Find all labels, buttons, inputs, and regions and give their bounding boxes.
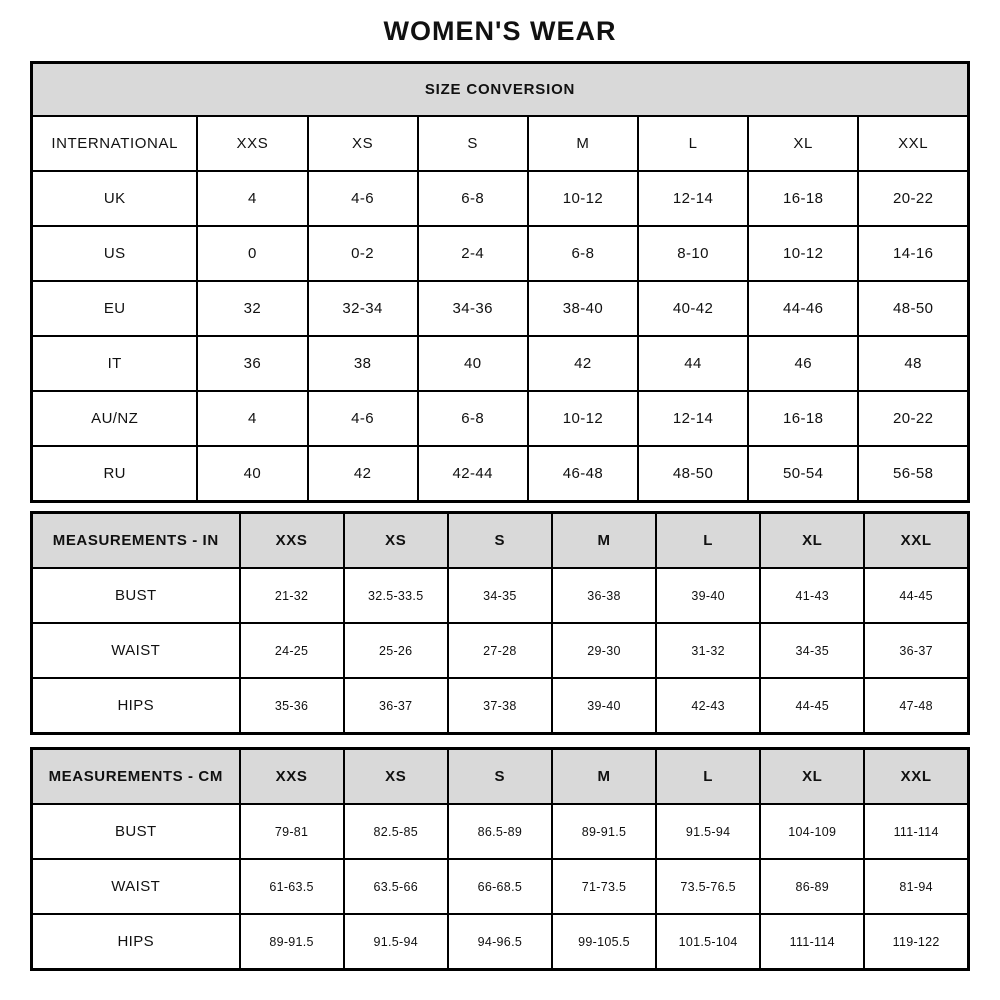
value-cell: 0: [197, 226, 307, 281]
measurements-cm-table: [30, 747, 970, 971]
measurements-in-table: [30, 511, 970, 735]
value-cell: 111-114: [760, 914, 864, 970]
column-header-xxs: XXS: [197, 116, 307, 171]
value-cell: 50-54: [748, 446, 858, 502]
value-cell: 44-45: [760, 678, 864, 734]
value-cell: 40: [418, 336, 528, 391]
value-cell: 6-8: [528, 226, 638, 281]
value-cell: 44-45: [864, 568, 968, 623]
row-label: WAIST: [32, 623, 240, 678]
value-cell: 10-12: [748, 226, 858, 281]
value-cell: 38-40: [528, 281, 638, 336]
value-cell: 4: [197, 171, 307, 226]
size-conversion-span-header: SIZE CONVERSION: [32, 63, 969, 117]
value-cell: 2-4: [418, 226, 528, 281]
column-header-m: M: [552, 749, 656, 805]
size-conversion-column-header-row: [32, 116, 969, 171]
value-cell: 36-37: [864, 623, 968, 678]
value-cell: 38: [308, 336, 418, 391]
value-cell: 91.5-94: [344, 914, 448, 970]
value-cell: 40: [197, 446, 307, 502]
column-header-xs: XS: [344, 749, 448, 805]
value-cell: 42: [528, 336, 638, 391]
row-label: HIPS: [32, 914, 240, 970]
value-cell: 34-35: [448, 568, 552, 623]
value-cell: 36: [197, 336, 307, 391]
value-cell: 42: [308, 446, 418, 502]
value-cell: 86-89: [760, 859, 864, 914]
value-cell: 79-81: [240, 804, 344, 859]
size-conversion-span-header-row: [32, 63, 969, 117]
table-row: [32, 391, 969, 446]
column-header-xxl: XXL: [858, 116, 968, 171]
value-cell: 94-96.5: [448, 914, 552, 970]
value-cell: 21-32: [240, 568, 344, 623]
value-cell: 89-91.5: [240, 914, 344, 970]
value-cell: 6-8: [418, 171, 528, 226]
value-cell: 56-58: [858, 446, 968, 502]
column-header-s: S: [448, 749, 552, 805]
value-cell: 44-46: [748, 281, 858, 336]
column-header-xxs: XXS: [240, 513, 344, 569]
row-label: US: [32, 226, 198, 281]
value-cell: 71-73.5: [552, 859, 656, 914]
value-cell: 6-8: [418, 391, 528, 446]
value-cell: 32.5-33.5: [344, 568, 448, 623]
column-header-l: L: [656, 513, 760, 569]
value-cell: 61-63.5: [240, 859, 344, 914]
value-cell: 99-105.5: [552, 914, 656, 970]
column-header-xl: XL: [748, 116, 858, 171]
value-cell: 32: [197, 281, 307, 336]
row-label: UK: [32, 171, 198, 226]
value-cell: 12-14: [638, 171, 748, 226]
value-cell: 63.5-66: [344, 859, 448, 914]
row-label: IT: [32, 336, 198, 391]
table-row: [32, 336, 969, 391]
table-row: [32, 226, 969, 281]
value-cell: 16-18: [748, 171, 858, 226]
value-cell: 8-10: [638, 226, 748, 281]
value-cell: 104-109: [760, 804, 864, 859]
value-cell: 34-35: [760, 623, 864, 678]
value-cell: 34-36: [418, 281, 528, 336]
size-conversion-corner-header: INTERNATIONAL: [32, 116, 198, 171]
row-label: HIPS: [32, 678, 240, 734]
value-cell: 4: [197, 391, 307, 446]
value-cell: 36-38: [552, 568, 656, 623]
page-title: WOMEN'S WEAR: [383, 16, 617, 46]
measurements-cm-column-header-row: [32, 749, 969, 805]
value-cell: 39-40: [552, 678, 656, 734]
value-cell: 42-43: [656, 678, 760, 734]
column-header-xl: XL: [760, 513, 864, 569]
value-cell: 46: [748, 336, 858, 391]
value-cell: 89-91.5: [552, 804, 656, 859]
value-cell: 4-6: [308, 391, 418, 446]
column-header-s: S: [448, 513, 552, 569]
value-cell: 16-18: [748, 391, 858, 446]
value-cell: 27-28: [448, 623, 552, 678]
measurements-in-corner-header: MEASUREMENTS - IN: [32, 513, 240, 569]
size-conversion-table: [30, 61, 970, 503]
measurements-in-column-header-row: [32, 513, 969, 569]
size-chart-page: [30, 0, 970, 971]
value-cell: 36-37: [344, 678, 448, 734]
value-cell: 47-48: [864, 678, 968, 734]
row-label: EU: [32, 281, 198, 336]
value-cell: 14-16: [858, 226, 968, 281]
value-cell: 42-44: [418, 446, 528, 502]
table-row: [32, 623, 969, 678]
value-cell: 86.5-89: [448, 804, 552, 859]
value-cell: 29-30: [552, 623, 656, 678]
value-cell: 0-2: [308, 226, 418, 281]
value-cell: 37-38: [448, 678, 552, 734]
value-cell: 25-26: [344, 623, 448, 678]
value-cell: 48-50: [638, 446, 748, 502]
value-cell: 20-22: [858, 391, 968, 446]
value-cell: 82.5-85: [344, 804, 448, 859]
column-header-xl: XL: [760, 749, 864, 805]
value-cell: 4-6: [308, 171, 418, 226]
value-cell: 41-43: [760, 568, 864, 623]
value-cell: 32-34: [308, 281, 418, 336]
value-cell: 31-32: [656, 623, 760, 678]
measurements-cm-corner-header: MEASUREMENTS - CM: [32, 749, 240, 805]
row-label: WAIST: [32, 859, 240, 914]
value-cell: 10-12: [528, 171, 638, 226]
tables-container: [30, 61, 970, 971]
value-cell: 119-122: [864, 914, 968, 970]
column-header-xs: XS: [344, 513, 448, 569]
value-cell: 101.5-104: [656, 914, 760, 970]
table-row: [32, 914, 969, 970]
row-label: RU: [32, 446, 198, 502]
value-cell: 46-48: [528, 446, 638, 502]
value-cell: 40-42: [638, 281, 748, 336]
table-row: [32, 859, 969, 914]
value-cell: 12-14: [638, 391, 748, 446]
value-cell: 10-12: [528, 391, 638, 446]
value-cell: 20-22: [858, 171, 968, 226]
column-header-s: S: [418, 116, 528, 171]
column-header-xs: XS: [308, 116, 418, 171]
column-header-m: M: [528, 116, 638, 171]
row-label: BUST: [32, 804, 240, 859]
value-cell: 48-50: [858, 281, 968, 336]
table-row: [32, 171, 969, 226]
column-header-xxl: XXL: [864, 513, 968, 569]
table-row: [32, 281, 969, 336]
column-header-xxs: XXS: [240, 749, 344, 805]
row-label: AU/NZ: [32, 391, 198, 446]
table-row: [32, 678, 969, 734]
row-label: BUST: [32, 568, 240, 623]
value-cell: 24-25: [240, 623, 344, 678]
value-cell: 111-114: [864, 804, 968, 859]
column-header-l: L: [656, 749, 760, 805]
value-cell: 35-36: [240, 678, 344, 734]
value-cell: 44: [638, 336, 748, 391]
value-cell: 73.5-76.5: [656, 859, 760, 914]
column-header-xxl: XXL: [864, 749, 968, 805]
value-cell: 39-40: [656, 568, 760, 623]
table-row: [32, 446, 969, 502]
value-cell: 66-68.5: [448, 859, 552, 914]
table-row: [32, 804, 969, 859]
value-cell: 91.5-94: [656, 804, 760, 859]
table-row: [32, 568, 969, 623]
value-cell: 48: [858, 336, 968, 391]
column-header-l: L: [638, 116, 748, 171]
column-header-m: M: [552, 513, 656, 569]
value-cell: 81-94: [864, 859, 968, 914]
